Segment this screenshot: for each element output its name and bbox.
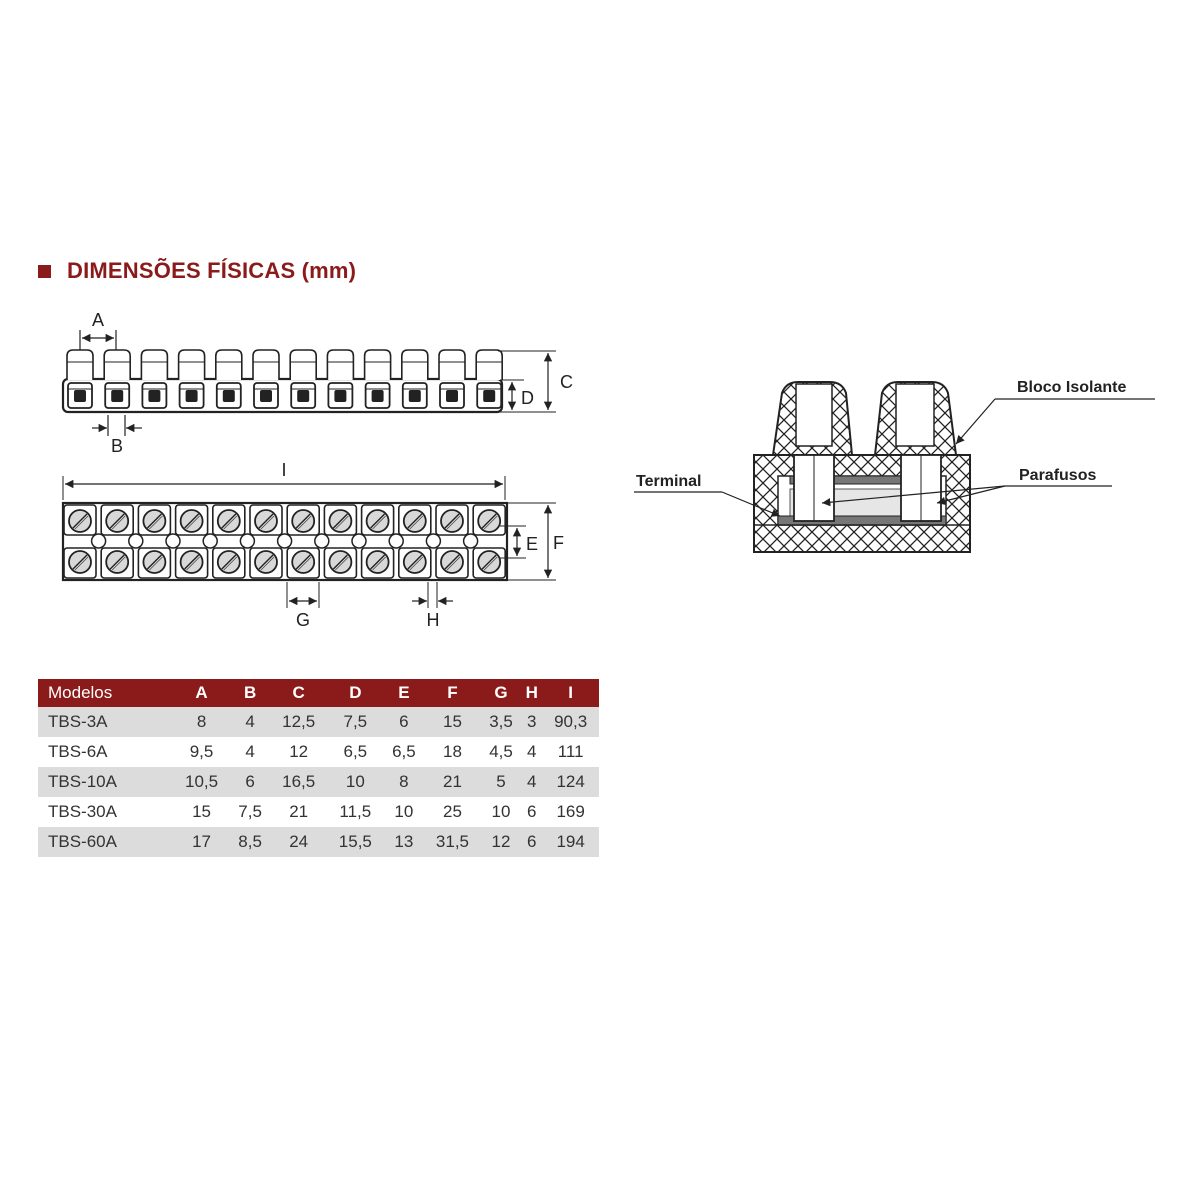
- value-cell: 3,5: [481, 707, 521, 737]
- value-cell: 3: [521, 707, 542, 737]
- table-row: [38, 737, 599, 767]
- value-cell: 10: [491, 802, 511, 821]
- cross-section-drawing: [754, 382, 970, 552]
- value-cell: 21: [289, 802, 309, 821]
- value-cell: 6: [521, 827, 542, 857]
- label-i: I: [281, 460, 287, 480]
- table-row: [38, 827, 599, 857]
- value-cell: 4: [527, 742, 537, 761]
- value-cell: 111: [557, 742, 584, 761]
- value-cell: 8: [173, 707, 230, 737]
- label-a: A: [91, 310, 105, 330]
- column-header: I: [542, 679, 599, 707]
- label-f: F: [553, 533, 564, 553]
- value-cell: 124: [542, 767, 599, 797]
- value-cell: 4,5: [489, 742, 513, 761]
- value-cell: 169: [556, 802, 585, 821]
- model-cell: TBS-6A: [48, 742, 108, 761]
- value-cell: 15,5: [327, 827, 384, 857]
- value-cell: 15: [424, 707, 481, 737]
- label-e: E: [526, 534, 539, 554]
- value-cell: 194: [542, 827, 599, 857]
- value-cell: 7,5: [238, 802, 262, 821]
- table-body: [38, 707, 599, 857]
- value-cell: 4: [230, 707, 270, 737]
- dimension-d: [500, 380, 534, 410]
- value-cell: 6,5: [343, 742, 368, 761]
- value-cell: 7,5: [327, 707, 384, 737]
- value-cell: 21: [424, 767, 481, 797]
- value-cell: 10: [394, 802, 414, 821]
- label-g: G: [295, 610, 311, 630]
- table-row: [38, 767, 599, 797]
- value-cell: 6: [230, 767, 270, 797]
- value-cell: 18: [442, 742, 462, 761]
- value-cell: 4: [521, 767, 542, 797]
- table-header-row: [38, 679, 599, 707]
- value-cell: 25: [442, 802, 462, 821]
- value-cell: 10,5: [173, 767, 230, 797]
- value-cell: 10: [327, 767, 384, 797]
- value-cell: 12: [289, 742, 309, 761]
- value-cell: 9,5: [189, 742, 214, 761]
- value-cell: 11,5: [339, 802, 372, 821]
- bloco-isolante-label: Bloco Isolante: [1017, 379, 1127, 396]
- value-cell: 12: [481, 827, 521, 857]
- label-h: H: [426, 610, 440, 630]
- label-d: D: [521, 388, 534, 408]
- side-view-drawing: [63, 350, 502, 412]
- value-cell: 90,3: [542, 707, 599, 737]
- table-row: [38, 707, 599, 737]
- value-cell: 4: [245, 742, 255, 761]
- column-header: Modelos: [38, 679, 173, 707]
- dimension-b: [92, 415, 142, 456]
- value-cell: 15: [192, 802, 211, 821]
- dimension-c: [498, 351, 573, 412]
- terminal-label: Terminal: [636, 473, 702, 490]
- value-cell: 6: [384, 707, 424, 737]
- model-cell: TBS-60A: [38, 827, 173, 857]
- column-header: D: [327, 679, 384, 707]
- column-header: A: [173, 679, 230, 707]
- model-cell: TBS-10A: [38, 767, 173, 797]
- label-c: C: [560, 372, 573, 392]
- value-cell: 24: [270, 827, 327, 857]
- value-cell: 12,5: [270, 707, 327, 737]
- value-cell: 16,5: [270, 767, 327, 797]
- column-header: E: [384, 679, 424, 707]
- section-title: DIMENSÕES FÍSICAS (mm): [67, 258, 357, 283]
- value-cell: 31,5: [424, 827, 481, 857]
- value-cell: 17: [173, 827, 230, 857]
- dimensions-table: [38, 679, 599, 857]
- model-cell: TBS-30A: [48, 802, 117, 821]
- plan-view-drawing: [63, 503, 507, 580]
- column-header: C: [270, 679, 327, 707]
- table-row: [38, 797, 599, 827]
- column-header: F: [424, 679, 481, 707]
- column-header: G: [481, 679, 521, 707]
- dimension-h: [412, 582, 453, 630]
- dimension-a: [80, 310, 116, 350]
- callout-bloco-isolante: [956, 379, 1155, 444]
- value-cell: 13: [384, 827, 424, 857]
- parafusos-label: Parafusos: [1019, 467, 1097, 484]
- dimension-i: [63, 460, 505, 500]
- column-header: B: [230, 679, 270, 707]
- column-header: H: [521, 679, 542, 707]
- value-cell: 5: [481, 767, 521, 797]
- value-cell: 8: [384, 767, 424, 797]
- dimension-g: [287, 582, 319, 630]
- value-cell: 6,5: [392, 742, 416, 761]
- model-cell: TBS-3A: [38, 707, 173, 737]
- value-cell: 8,5: [230, 827, 270, 857]
- label-b: B: [110, 436, 124, 456]
- value-cell: 6: [527, 802, 537, 821]
